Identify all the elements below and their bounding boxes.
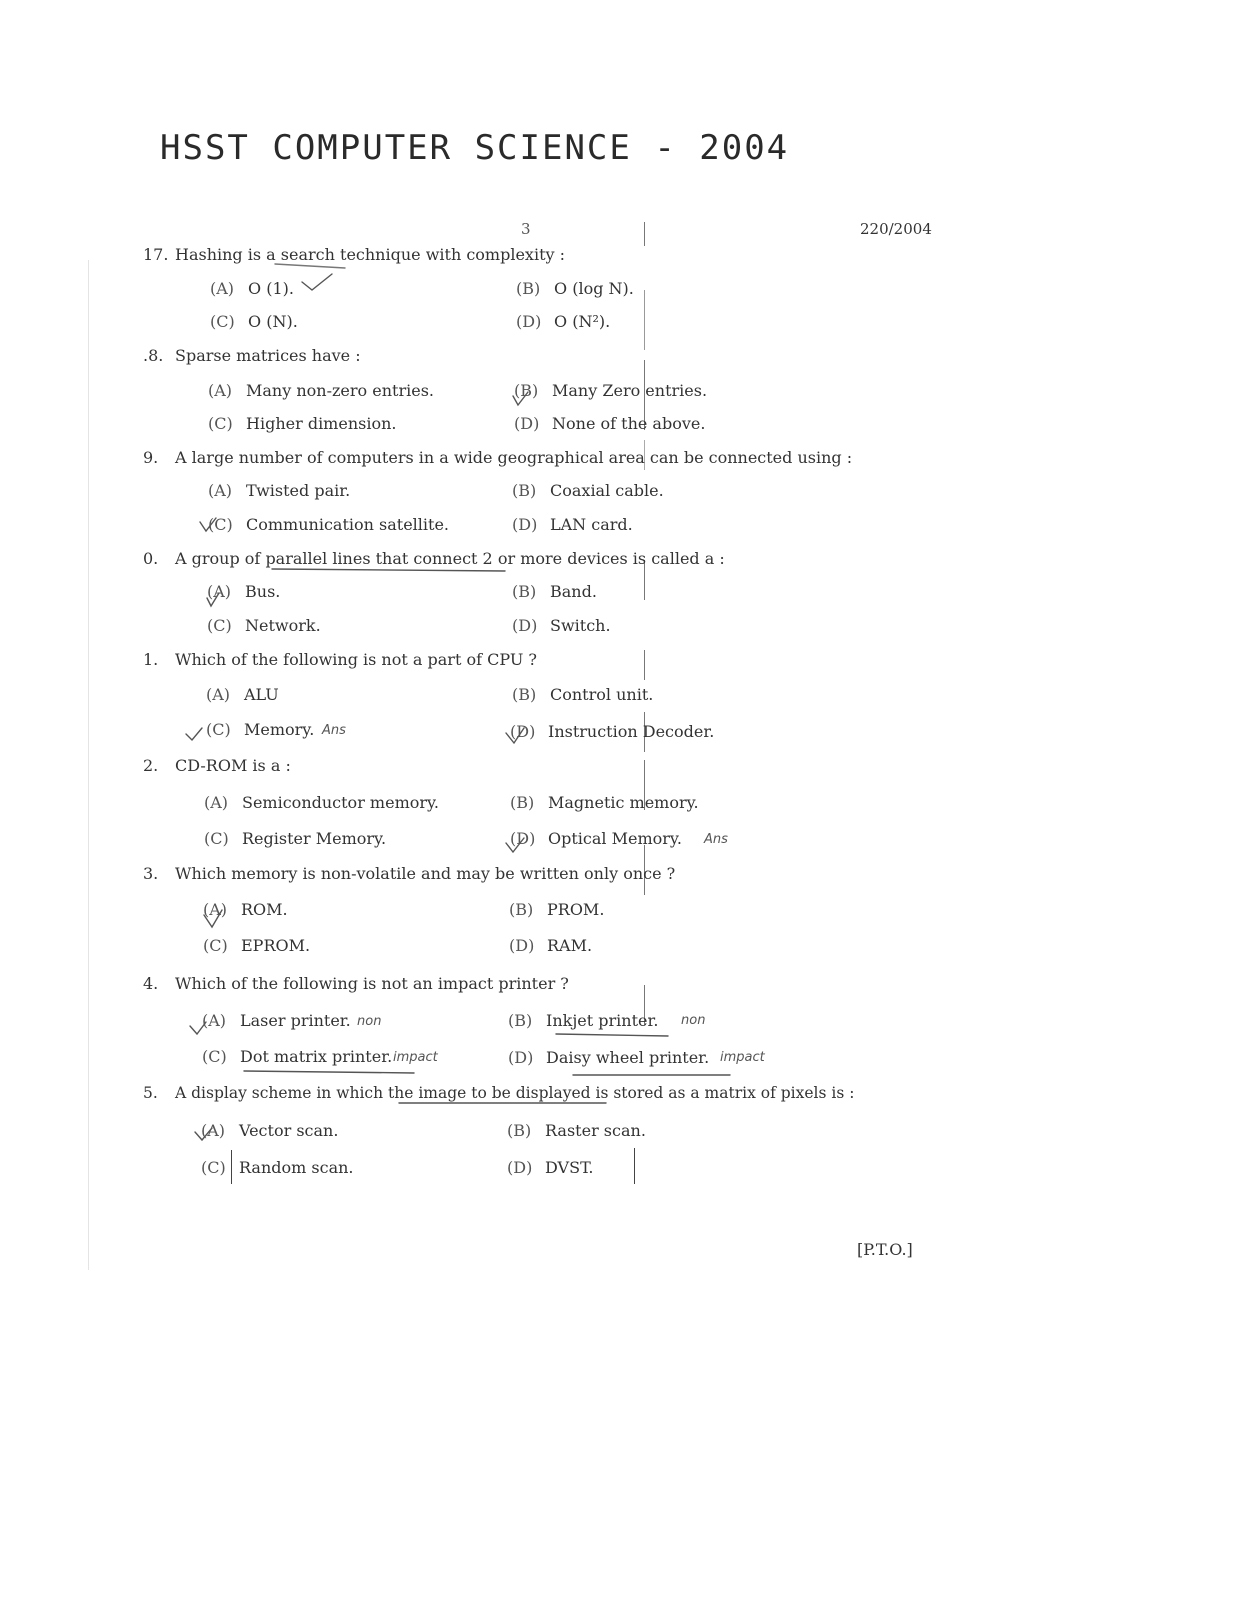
option-label: (B) — [512, 685, 537, 704]
handwritten-note: non — [681, 1013, 706, 1028]
option-25-c — [201, 1158, 354, 1177]
pto-footer: [P.T.O.] — [857, 1240, 913, 1259]
check-mark — [302, 274, 332, 290]
option-label: (A) — [201, 1121, 226, 1140]
option-label: (C) — [206, 720, 231, 739]
option-text: ROM. — [241, 900, 288, 919]
option-text: Memory. — [244, 720, 315, 739]
option-text: O (1). — [248, 279, 294, 298]
option-17-c — [210, 312, 298, 331]
option-label: (D) — [508, 1048, 534, 1067]
option-label: (D) — [510, 829, 536, 848]
underline — [244, 1071, 414, 1073]
question-text: Sparse matrices have : — [175, 346, 361, 365]
handwritten-note: impact — [393, 1050, 438, 1065]
option-text: Network. — [245, 616, 321, 635]
question-20 — [143, 549, 725, 568]
option-label: (A) — [203, 900, 228, 919]
option-label: (D) — [510, 722, 536, 741]
option-24-a — [202, 1011, 351, 1030]
option-21-a — [206, 685, 279, 704]
underline — [272, 569, 505, 571]
option-text: Coaxial cable. — [550, 481, 664, 500]
option-label: (C) — [207, 616, 232, 635]
option-text: DVST. — [545, 1158, 594, 1177]
question-text: Hashing is a search technique with complexity : — [175, 245, 566, 264]
option-text: Many Zero entries. — [552, 381, 708, 400]
option-label: (B) — [507, 1121, 532, 1140]
option-label: (A) — [208, 481, 233, 500]
option-22-d — [510, 829, 682, 848]
question-text: A large number of computers in a wide geographical area can be connected using : — [175, 448, 853, 467]
question-number: 17. — [143, 245, 169, 264]
option-label: (D) — [507, 1158, 533, 1177]
option-21-d — [510, 722, 714, 741]
option-text: Instruction Decoder. — [548, 722, 715, 741]
option-label: (A) — [204, 793, 229, 812]
option-22-b — [510, 793, 699, 812]
option-text: Switch. — [550, 616, 611, 635]
option-label: (D) — [516, 312, 542, 331]
option-21-b — [512, 685, 653, 704]
option-label: (A) — [208, 381, 233, 400]
option-21-c — [206, 720, 314, 739]
fold-mark — [644, 650, 645, 680]
option-text: Inkjet printer. — [546, 1011, 659, 1030]
option-22-a — [204, 793, 439, 812]
option-label: (B) — [509, 900, 534, 919]
question-number: 2. — [143, 756, 159, 775]
underline — [556, 1034, 668, 1036]
option-23-c — [203, 936, 310, 955]
question-23 — [143, 864, 675, 883]
option-19-a — [208, 481, 350, 500]
option-18-d — [514, 414, 705, 433]
question-25 — [143, 1084, 854, 1102]
option-label: (B) — [514, 381, 539, 400]
question-number: 3. — [143, 864, 159, 883]
question-number: 1. — [143, 650, 159, 669]
underline — [275, 264, 345, 268]
option-24-c — [202, 1047, 392, 1066]
option-label: (C) — [203, 936, 228, 955]
option-label: (C) — [208, 515, 233, 534]
handwritten-note: non — [357, 1014, 382, 1029]
option-text: Register Memory. — [242, 829, 387, 848]
scan-margin-line — [88, 260, 89, 1270]
option-label: (C) — [201, 1158, 226, 1177]
option-text: O (N). — [248, 312, 298, 331]
option-text: Random scan. — [239, 1158, 354, 1177]
paper-code: 220/2004 — [860, 220, 932, 238]
question-24 — [143, 974, 569, 993]
option-text: Communication satellite. — [246, 515, 449, 534]
option-label: (D) — [512, 616, 538, 635]
option-18-b — [514, 381, 707, 400]
option-19-b — [512, 481, 664, 500]
option-label: (B) — [516, 279, 541, 298]
option-text: EPROM. — [241, 936, 311, 955]
fold-mark — [634, 1148, 635, 1184]
option-20-a — [207, 582, 280, 601]
option-label: (B) — [512, 582, 537, 601]
question-text: Which of the following is not an impact printer ? — [175, 974, 569, 993]
option-text: Twisted pair. — [246, 481, 351, 500]
option-text: Magnetic memory. — [548, 793, 699, 812]
page-number: 3 — [521, 220, 531, 238]
option-text: Vector scan. — [239, 1121, 339, 1140]
question-21 — [143, 650, 537, 669]
option-text: Optical Memory. — [548, 829, 682, 848]
option-text: RAM. — [547, 936, 593, 955]
option-17-a — [210, 279, 294, 298]
option-17-b — [516, 279, 634, 298]
option-label: (B) — [512, 481, 537, 500]
option-20-c — [207, 616, 321, 635]
check-mark — [186, 728, 202, 740]
option-text: Semiconductor memory. — [242, 793, 440, 812]
option-text: Many non-zero entries. — [246, 381, 434, 400]
option-19-d — [512, 515, 633, 534]
option-text: Higher dimension. — [246, 414, 397, 433]
option-label: (C) — [208, 414, 233, 433]
option-25-a — [201, 1121, 338, 1140]
option-label: (A) — [206, 685, 231, 704]
option-22-c — [204, 829, 386, 848]
question-22 — [143, 756, 291, 775]
option-18-c — [208, 414, 396, 433]
question-number: .8. — [143, 346, 164, 365]
question-number: 0. — [143, 549, 159, 568]
page-title: HSST COMPUTER SCIENCE - 2004 — [160, 128, 790, 168]
handwritten-note: Ans — [322, 723, 346, 738]
option-24-b — [508, 1011, 658, 1030]
option-text: None of the above. — [552, 414, 706, 433]
question-text: A display scheme in which the image to be displayed is stored as a matrix of pixels is : — [175, 1084, 855, 1102]
option-label: (D) — [509, 936, 535, 955]
option-label: (A) — [210, 279, 235, 298]
question-19 — [143, 448, 852, 467]
fold-mark — [644, 290, 645, 350]
option-text: LAN card. — [550, 515, 633, 534]
question-number: 5. — [143, 1084, 158, 1102]
option-label: (C) — [210, 312, 235, 331]
handwritten-note: impact — [720, 1050, 765, 1065]
option-text: Daisy wheel printer. — [546, 1048, 710, 1067]
option-25-d — [507, 1158, 593, 1177]
question-text: CD-ROM is a : — [175, 756, 291, 775]
option-20-b — [512, 582, 597, 601]
question-text: Which memory is non-volatile and may be written only once ? — [175, 864, 676, 883]
option-label: (B) — [510, 793, 535, 812]
handwritten-note: Ans — [704, 832, 728, 847]
option-24-d — [508, 1048, 709, 1067]
option-text: PROM. — [547, 900, 605, 919]
option-label: (A) — [207, 582, 232, 601]
option-23-d — [509, 936, 592, 955]
option-label: (C) — [204, 829, 229, 848]
option-label: (D) — [514, 414, 540, 433]
option-18-a — [208, 381, 434, 400]
option-text: Band. — [550, 582, 597, 601]
question-text: Which of the following is not a part of CPU ? — [175, 650, 537, 669]
option-text: O (log N). — [554, 279, 634, 298]
question-number: 4. — [143, 974, 159, 993]
option-19-c — [208, 515, 449, 534]
question-17 — [143, 245, 565, 264]
option-text: Raster scan. — [545, 1121, 646, 1140]
option-17-d — [516, 312, 610, 331]
option-25-b — [507, 1121, 646, 1140]
question-18 — [143, 346, 361, 365]
option-text: Laser printer. — [240, 1011, 351, 1030]
fold-mark — [644, 222, 645, 246]
option-label: (D) — [512, 515, 538, 534]
option-23-b — [509, 900, 604, 919]
option-20-d — [512, 616, 611, 635]
option-label: (B) — [508, 1011, 533, 1030]
option-label: (A) — [202, 1011, 227, 1030]
option-text: O (N²). — [554, 312, 611, 331]
question-number: 9. — [143, 448, 159, 467]
option-text: Control unit. — [550, 685, 654, 704]
option-23-a — [203, 900, 288, 919]
option-text: ALU — [244, 685, 279, 704]
option-text: Bus. — [245, 582, 281, 601]
option-label: (C) — [202, 1047, 227, 1066]
question-text: A group of parallel lines that connect 2 or more devices is called a : — [175, 549, 725, 568]
option-text: Dot matrix printer. — [240, 1047, 393, 1066]
